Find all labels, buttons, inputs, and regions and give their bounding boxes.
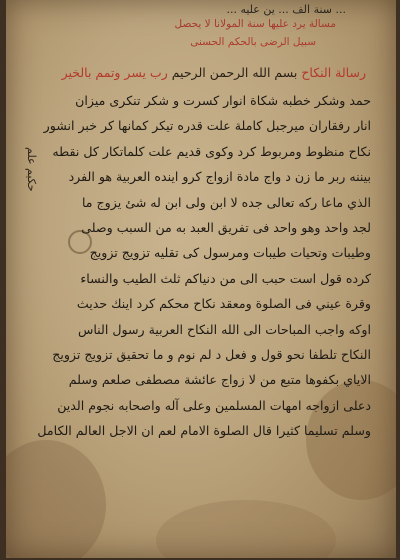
header-note: ... سنة الف ... ين عليه ... — [226, 3, 346, 16]
basmala-text: بسم الله الرحمن الرحيم — [171, 65, 298, 80]
text-line: وقرة عيني فى الصلوة ومعقد نكاح محكم كرد اينك حديث — [76, 296, 371, 312]
manuscript-page — [6, 0, 396, 558]
water-stain — [156, 500, 336, 558]
basmala-line — [26, 62, 366, 84]
text-line: وسلم تسليما كثيرا قال الصلوة الامام لعم ان الاجل العالم الكامل — [37, 423, 371, 439]
text-line: النكاح تلطفا نحو قول و فعل د لم نوم و ما تحقيق تزويج تزويج — [52, 346, 371, 362]
basmala-red-prefix: رسالة النكاح — [301, 65, 366, 80]
text-line: لجد واحد وهو واحد فى تفريق العبد به من السبب وصلى — [81, 219, 371, 235]
text-line: اوكه واجب المباحات الى الله النكاح العربية رسول الناس — [77, 321, 371, 337]
text-line: بيننه ربر ما زن د واج مادة ازواج كرو اينده العربية هو الفرد — [68, 169, 371, 185]
header-note-red: سبيل الرضى بالحكم الحسنى — [190, 36, 316, 48]
text-line: انار رفقاران ميرجبل كاملة علت قدره تيكر كمانها كر خبر انشور — [43, 118, 371, 134]
text-line: كرده قول است حبب الى من دنياكم ثلث الطيب والنساء — [80, 270, 371, 286]
text-line: وطيبات وتحيات طيبات ومرسول كى تقليه تزويج تزويج — [89, 245, 371, 261]
text-line: الذي ماعا ركه تعالى جده لا ابن ولى ابن له شئ يزوج ما — [81, 194, 371, 210]
text-line: حمد وشكر خطبه شكاة انوار كسرت و شكر تنكرى ميزان — [75, 93, 371, 108]
water-stain — [6, 440, 106, 558]
text-line: نكاح منظوط ومربوط كرد وكوى قديم علت كلماتكار كل نقطه — [52, 143, 371, 159]
margin-note: حكيم علم — [25, 147, 38, 192]
text-line: الاياي بكفوها متبع من لا زواج عائشة مصطفى صلعم وسلم — [68, 372, 371, 388]
text-line: دعلى ازواجه امهات المسلمين وعلى آله واصحابه نجوم الدين — [57, 397, 371, 413]
basmala-red-suffix: رب يسر وتمم بالخير — [61, 65, 168, 80]
body-text — [36, 88, 371, 443]
header-note-red: مسالة يرد عليها سنة المولانا لا يحصل — [174, 18, 336, 30]
